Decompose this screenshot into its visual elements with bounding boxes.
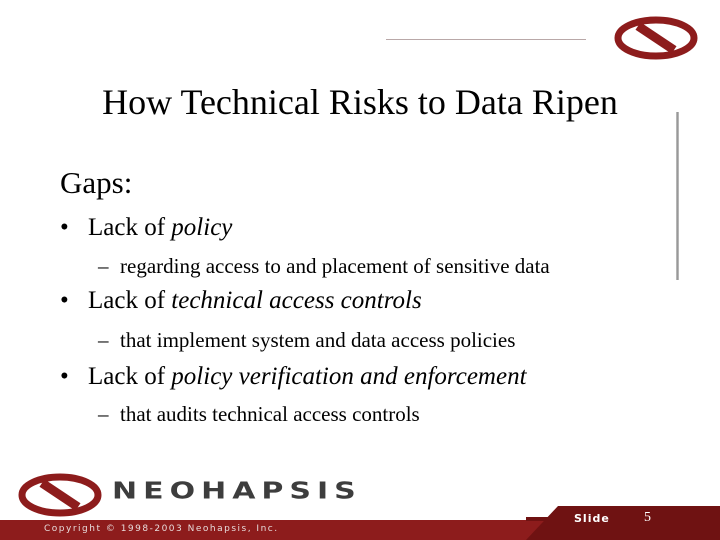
footer-slide-panel [526, 506, 720, 540]
bullet-prefix: Lack of [88, 287, 172, 314]
bullet-prefix: Lack of [88, 214, 172, 241]
bullet-prefix: Lack of [88, 363, 172, 390]
copyright-text: Copyright © 1998-2003 Neohapsis, Inc. [44, 524, 279, 534]
sub-bullet-marker: – [98, 254, 109, 278]
vertical-accent-line [676, 112, 679, 280]
bullet-item [60, 286, 422, 316]
slide-title: How Technical Risks to Data Ripen [102, 82, 618, 122]
neohapsis-logo-icon [614, 16, 698, 65]
sub-bullet-text: that implement system and data access policies [120, 328, 516, 352]
sub-bullet-item [98, 401, 420, 427]
bullet-marker: • [60, 287, 69, 314]
bullet-item [60, 362, 527, 392]
section-heading: Gaps: [60, 165, 133, 200]
sub-bullet-text: that audits technical access controls [120, 402, 420, 426]
sub-bullet-text: regarding access to and placement of sensitive data [120, 254, 550, 278]
slide-label: Slide [574, 512, 610, 525]
sub-bullet-item [98, 253, 550, 279]
bullet-marker: • [60, 363, 69, 390]
bullet-emphasis: policy [171, 214, 233, 241]
brand-wordmark: NEOHAPSIS [112, 477, 362, 505]
bullet-emphasis: technical access controls [171, 287, 422, 314]
sub-bullet-marker: – [98, 328, 109, 352]
sub-bullet-item [98, 327, 515, 353]
bullet-item [60, 213, 232, 243]
top-divider-line [386, 39, 586, 40]
neohapsis-logo-icon [18, 473, 102, 522]
bullet-emphasis: policy verification and enforcement [171, 363, 527, 390]
sub-bullet-marker: – [98, 402, 109, 426]
slide-number: 5 [644, 510, 651, 525]
bullet-marker: • [60, 214, 69, 241]
